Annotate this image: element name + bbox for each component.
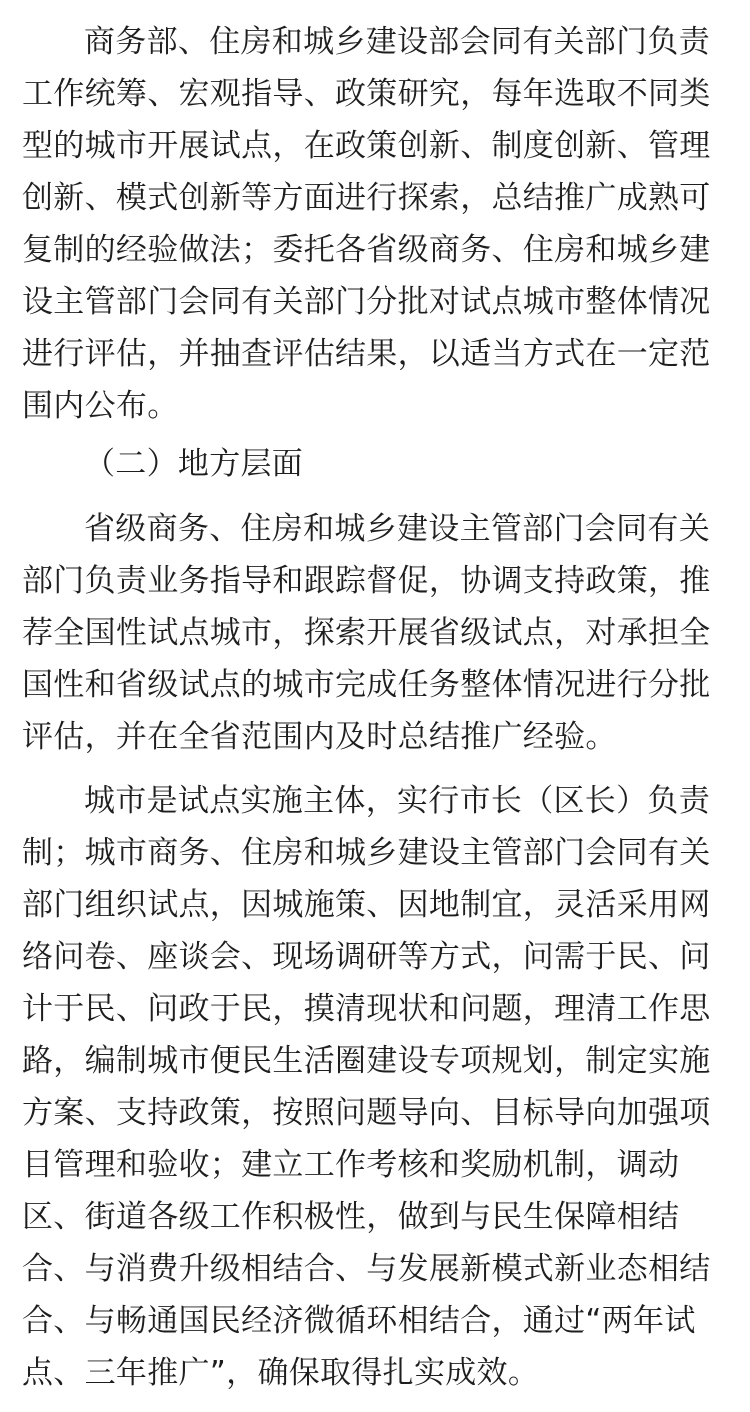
paragraph-line: 围内公布。: [22, 388, 179, 424]
section-heading: （二）地方层面: [84, 446, 304, 482]
paragraph-line: 合、与畅通国民经济微循环相结合，通过“两年试: [22, 1303, 696, 1339]
paragraph-line: 计于民、问政于民，摸清现状和问题，理清工作思: [22, 991, 711, 1027]
paragraph-line: 制；城市商务、住房和城乡建设主管部门会同有关: [22, 835, 711, 871]
paragraph-line: 点、三年推广”，确保取得扎实成效。: [22, 1355, 540, 1391]
paragraph-line: 省级商务、住房和城乡建设主管部门会同有关: [84, 511, 710, 547]
paragraph-line: 络问卷、座谈会、现场调研等方式，问需于民、问: [22, 939, 711, 975]
paragraph-line: 合、与消费升级相结合、与发展新模式新业态相结: [22, 1251, 711, 1287]
paragraph-line: 创新、模式创新等方面进行探索，总结推广成熟可: [22, 180, 711, 216]
paragraph-line: 部门负责业务指导和跟踪督促，协调支持政策，推: [22, 563, 711, 599]
paragraph-line: 区、街道各级工作积极性，做到与民生保障相结: [22, 1199, 680, 1235]
paragraph-line: 商务部、住房和城乡建设部会同有关部门负责: [84, 24, 710, 60]
paragraph-line: 复制的经验做法；委托各省级商务、住房和城乡建: [22, 232, 711, 268]
paragraph-line: 进行评估，并抽查评估结果，以适当方式在一定范: [22, 336, 711, 372]
paragraph-line: 国性和省级试点的城市完成任务整体情况进行分批: [22, 667, 711, 703]
paragraph-line: 荐全国性试点城市，探索开展省级试点，对承担全: [22, 615, 711, 651]
paragraph-line: 目管理和验收；建立工作考核和奖励机制，调动: [22, 1147, 680, 1183]
paragraph-line: 工作统筹、宏观指导、政策研究，每年选取不同类: [22, 76, 711, 112]
paragraph-line: 方案、支持政策，按照问题导向、目标导向加强项: [22, 1095, 711, 1131]
paragraph-line: 城市是试点实施主体，实行市长（区长）负责: [84, 783, 710, 819]
paragraph-line: 部门组织试点，因城施策、因地制宜，灵活采用网: [22, 887, 711, 923]
paragraph-line: 路，编制城市便民生活圈建设专项规划，制定实施: [22, 1043, 711, 1079]
paragraph-line: 评估，并在全省范围内及时总结推广经验。: [22, 719, 617, 755]
paragraph-line: 型的城市开展试点，在政策创新、制度创新、管理: [22, 128, 711, 164]
paragraph-line: 设主管部门会同有关部门分批对试点城市整体情况: [22, 284, 711, 320]
